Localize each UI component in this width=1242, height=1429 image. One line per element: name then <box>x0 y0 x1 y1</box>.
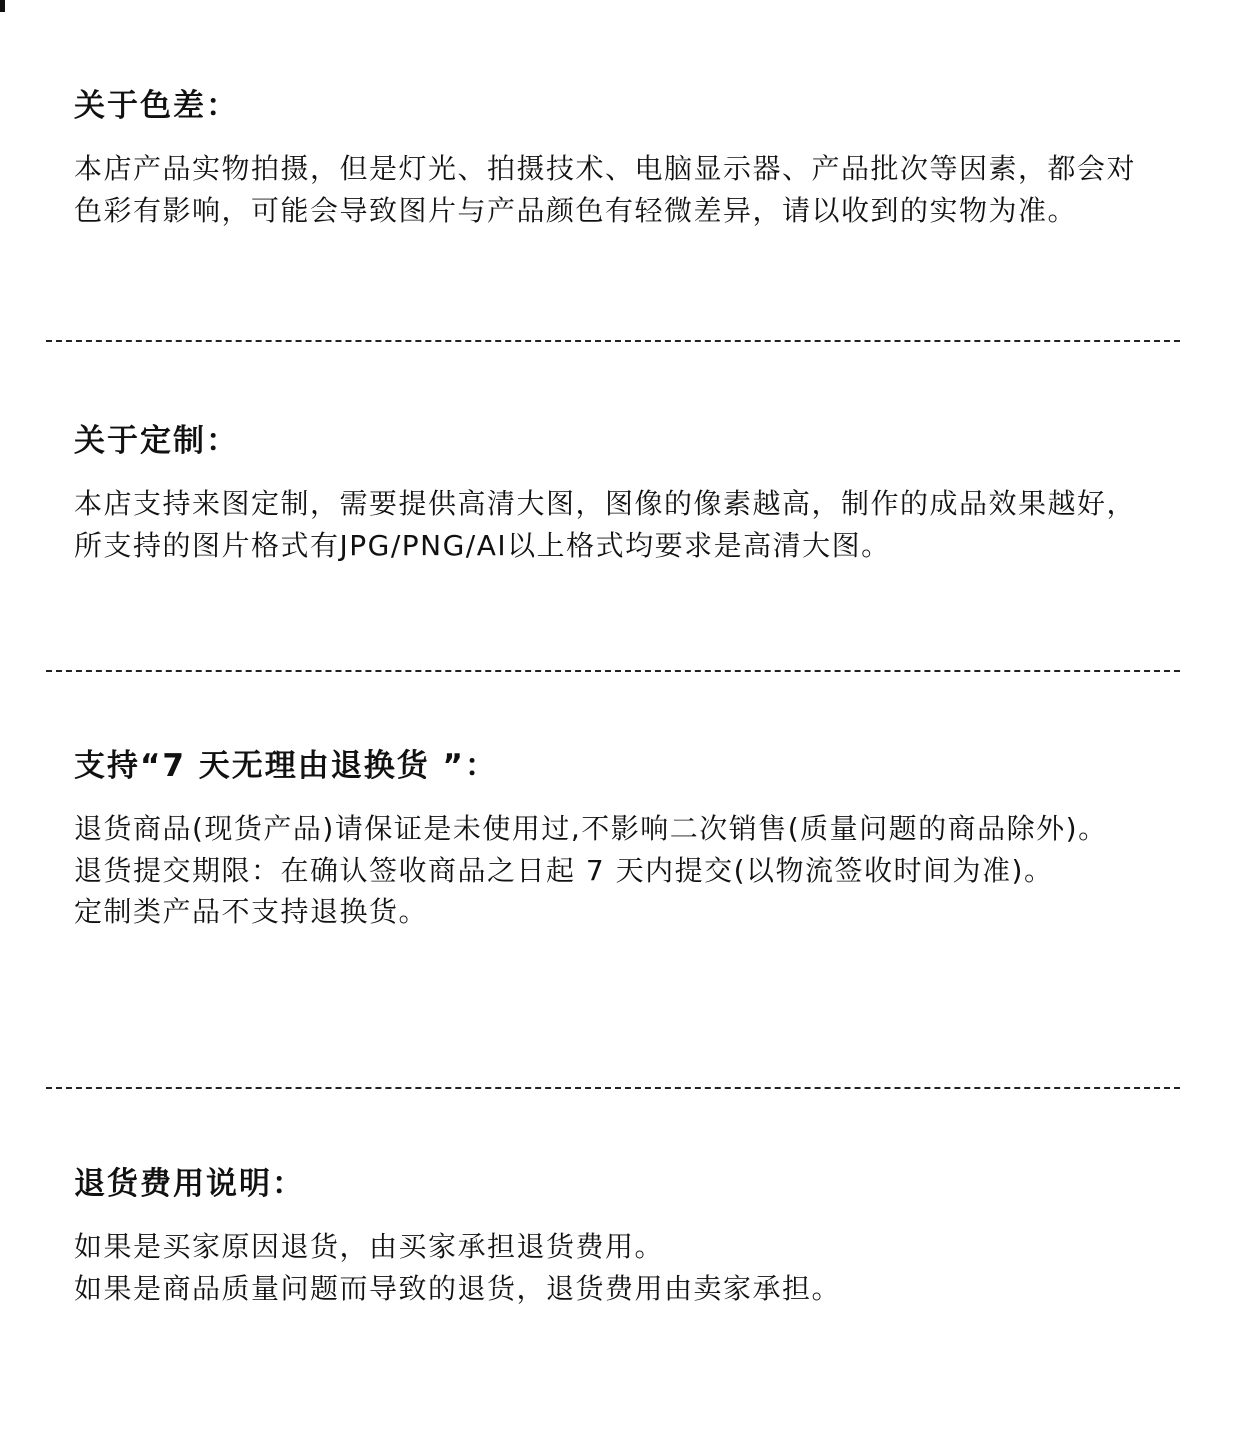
section-title: 关于定制： <box>74 423 239 459</box>
section-body <box>74 808 1164 933</box>
section-title: 关于色差： <box>74 88 239 124</box>
dashed-divider <box>46 340 1180 342</box>
dashed-divider <box>46 1087 1180 1089</box>
section-customization <box>74 421 1164 566</box>
section-body <box>74 483 1164 566</box>
section-title: 退货费用说明： <box>74 1166 305 1202</box>
section-seven-day-return <box>74 746 1164 933</box>
corner-mark <box>0 0 5 12</box>
section-title: 支持“7 天无理由退换货 ”： <box>74 748 498 784</box>
section-body <box>74 148 1164 231</box>
dashed-divider <box>46 670 1180 672</box>
section-paragraph: 本店产品实物拍摄，但是灯光、拍摄技术、电脑显示器、产品批次等因素，都会对色彩有影响，可能会导致图片与产品颜色有轻微差异，请以收到的实物为准。 <box>74 152 1137 227</box>
section-color-difference <box>74 86 1164 231</box>
section-paragraph: 如果是商品质量问题而导致的退货，退货费用由卖家承担。 <box>74 1271 842 1305</box>
section-body <box>74 1226 1164 1309</box>
section-paragraph: 本店支持来图定制，需要提供高清大图，图像的像素越高，制作的成品效果越好，所支持的图片格式有JPG/PNG/AI以上格式均要求是高清大图。 <box>74 487 1137 562</box>
section-paragraph: 退货商品(现货产品)请保证是未使用过,不影响二次销售(质量问题的商品除外)。 <box>74 812 1108 845</box>
section-paragraph: 退货提交期限：在确认签收商品之日起 7 天内提交(以物流签收时间为准)。 <box>74 853 1054 887</box>
section-paragraph: 定制类产品不支持退换货。 <box>74 895 429 928</box>
section-return-shipping-fee <box>74 1164 1164 1309</box>
section-paragraph: 如果是买家原因退货，由买家承担退货费用。 <box>74 1230 665 1263</box>
